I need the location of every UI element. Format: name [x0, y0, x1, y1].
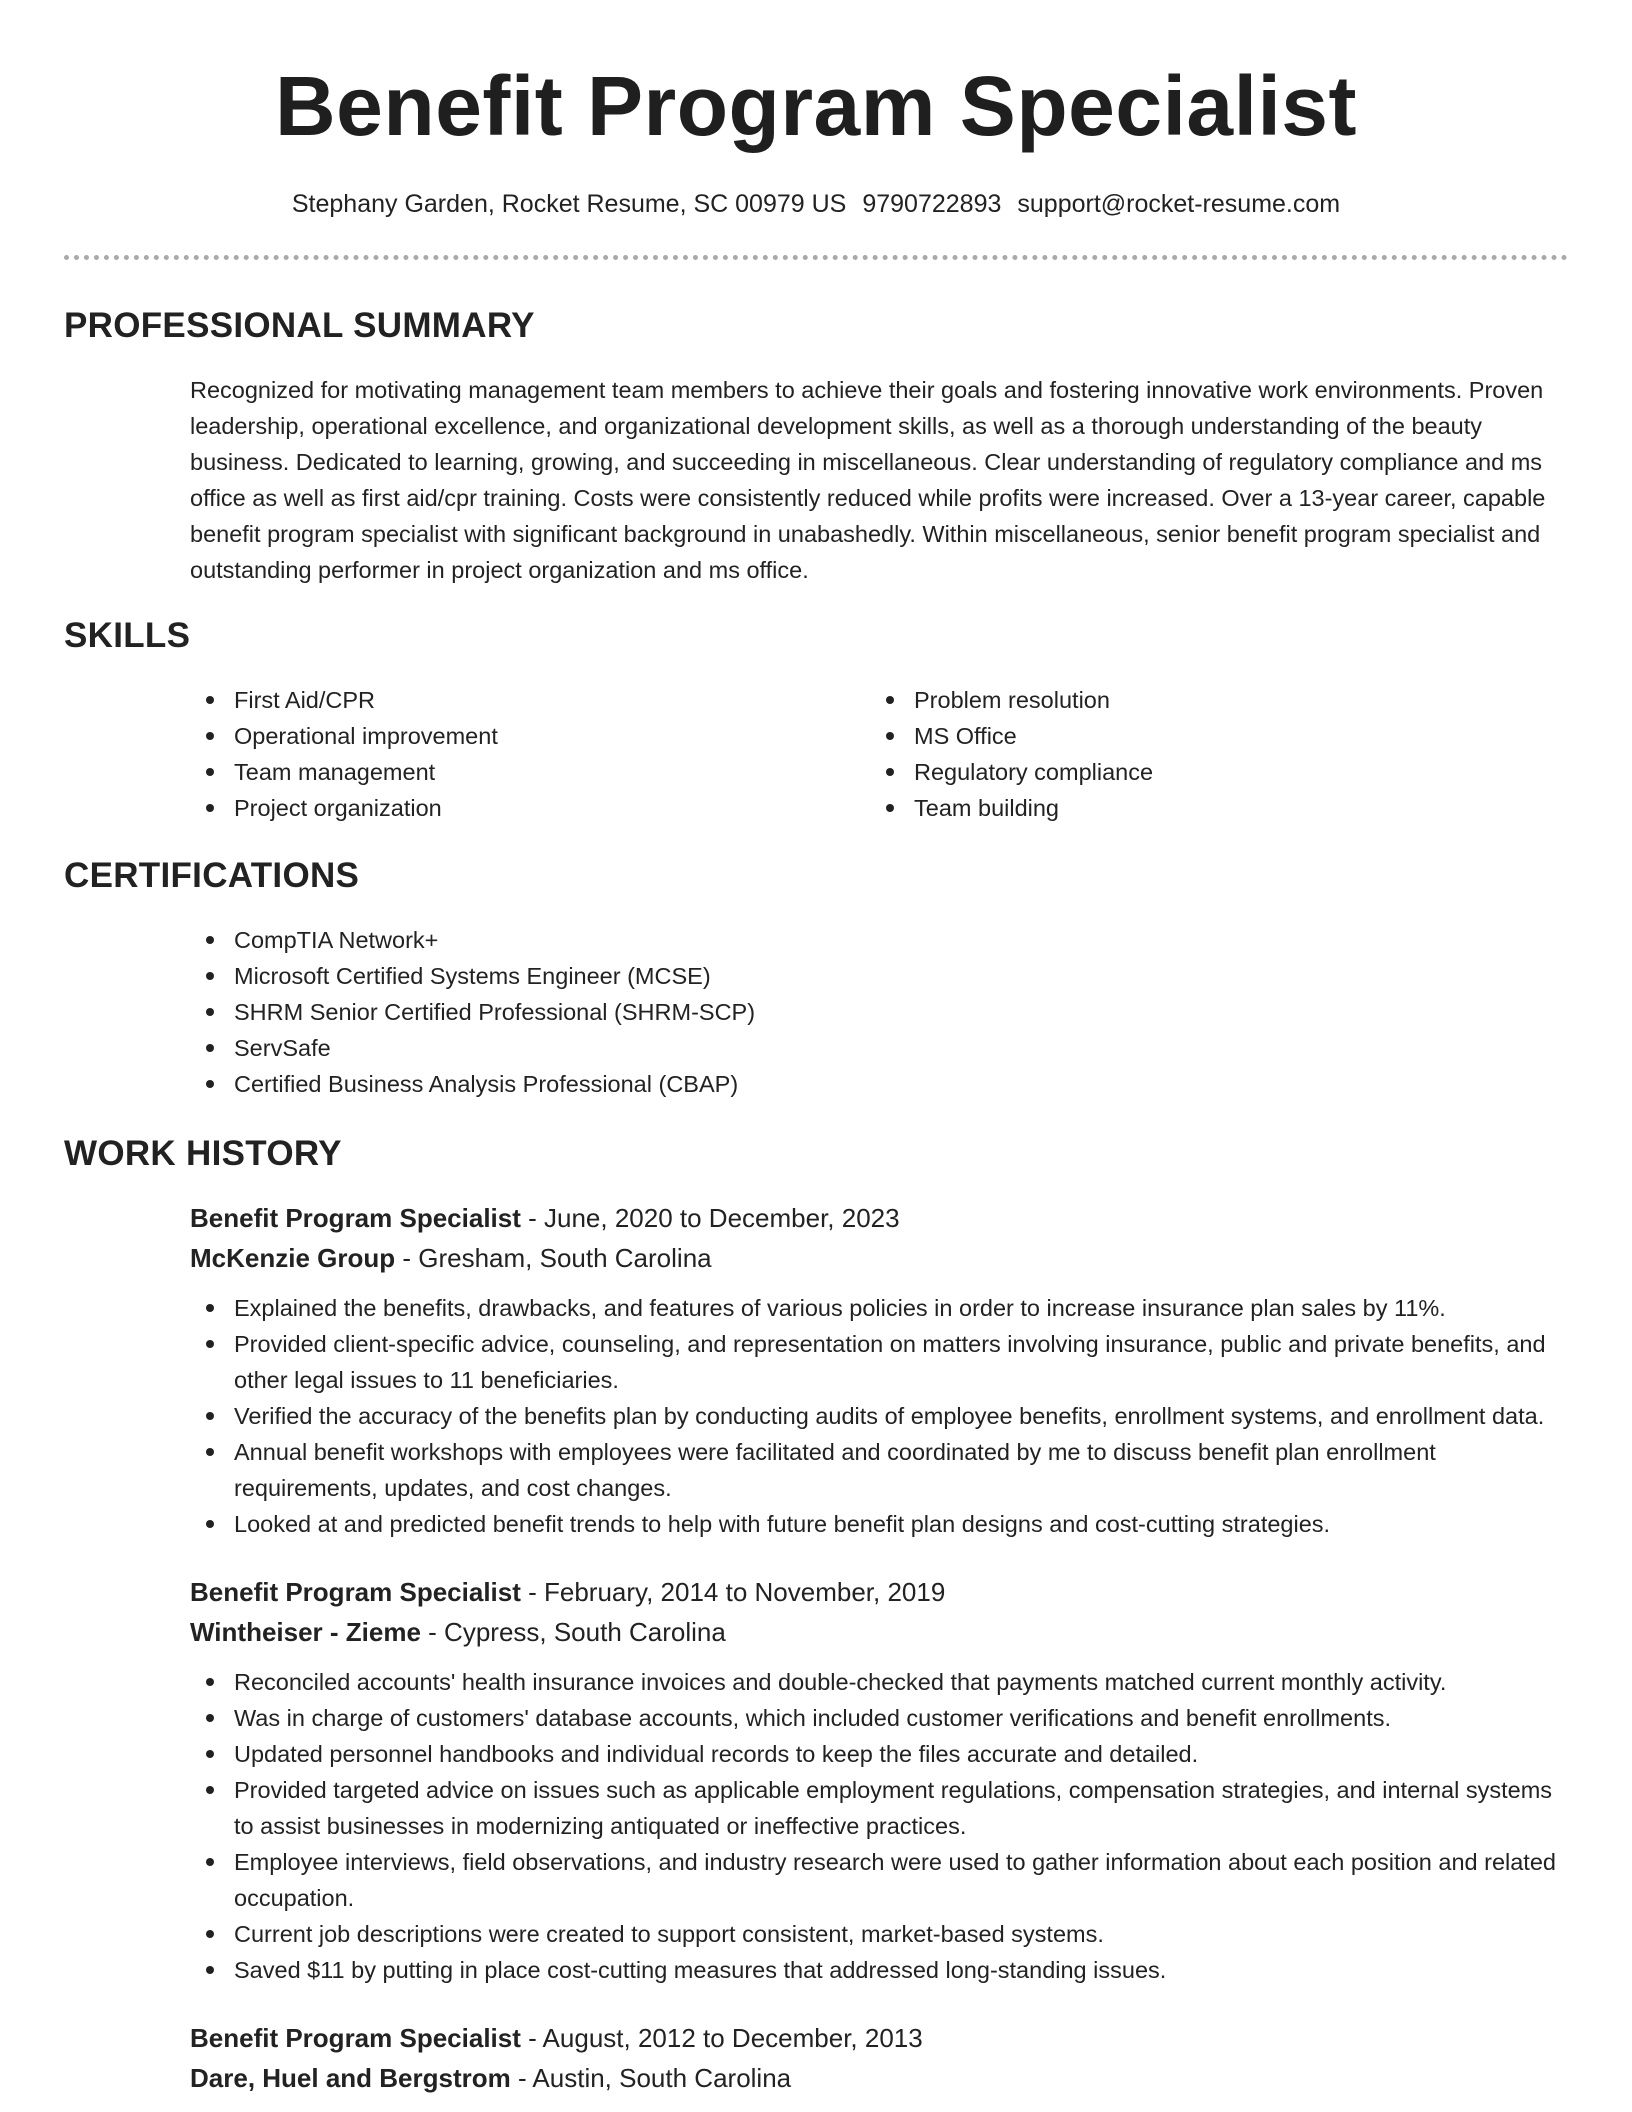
- job-bullet: Looked at and predicted benefit trends to help with future benefit plan designs and cost-cutting strategies.: [190, 1506, 1568, 1542]
- job-bullet: Updated personnel handbooks and individual records to keep the files accurate and detailed.: [190, 1736, 1568, 1772]
- job-entry: [190, 1572, 1568, 1988]
- job-bullet: Verified the accuracy of the benefits plan by conducting audits of employee benefits, enrollment systems, and enrollment data.: [190, 1398, 1568, 1434]
- certifications-list: [190, 922, 1568, 1102]
- job-bullets: [190, 1664, 1568, 1988]
- job-location: - Austin, South Carolina: [510, 2063, 792, 2093]
- job-company-line: [190, 2058, 1568, 2098]
- certification-item: Microsoft Certified Systems Engineer (MCSE): [190, 958, 1568, 994]
- job-role: Benefit Program Specialist: [190, 1203, 521, 1233]
- job-title-line: [190, 2018, 1568, 2058]
- resume-page: [64, 0, 1568, 2112]
- job-bullets: [190, 1290, 1568, 1542]
- skills-list: [190, 682, 1568, 826]
- job-role: Benefit Program Specialist: [190, 2023, 521, 2053]
- skill-item: MS Office: [870, 718, 1550, 754]
- skills-column-left: [190, 682, 870, 826]
- header-divider: [64, 255, 1568, 260]
- certification-item: CompTIA Network+: [190, 922, 1568, 958]
- job-dates: - February, 2014 to November, 2019: [520, 1577, 946, 1607]
- job-bullet: Provided client-specific advice, counseling, and representation on matters involving insurance, public and private benefits, and other legal issues to 11 beneficiaries.: [190, 1326, 1568, 1398]
- job-dates: - June, 2020 to December, 2023: [520, 1203, 900, 1233]
- job-role: Benefit Program Specialist: [190, 1577, 521, 1607]
- contact-phone: 9790722893: [862, 190, 1002, 218]
- skill-item: Operational improvement: [190, 718, 870, 754]
- job-bullet: Provided targeted advice on issues such as applicable employment regulations, compensation strategies, and internal systems to assist businesses in modernizing antiquated or ineffective practices.: [190, 1772, 1568, 1844]
- skill-item: Team building: [870, 790, 1550, 826]
- job-company: Wintheiser - Zieme: [190, 1617, 421, 1647]
- job-company: McKenzie Group: [190, 1243, 396, 1273]
- job-bullet: Was in charge of customers' database accounts, which included customer verifications and benefit enrollments.: [190, 1700, 1568, 1736]
- skill-item: Problem resolution: [870, 682, 1550, 718]
- summary-heading: PROFESSIONAL SUMMARY: [64, 306, 535, 345]
- skill-item: Project organization: [190, 790, 870, 826]
- contact-email: support@rocket-resume.com: [1017, 190, 1341, 218]
- job-dates: - August, 2012 to December, 2013: [520, 2023, 923, 2053]
- skill-item: Regulatory compliance: [870, 754, 1550, 790]
- job-location: - Cypress, South Carolina: [420, 1617, 726, 1647]
- certification-item: SHRM Senior Certified Professional (SHRM-SCP): [190, 994, 1568, 1030]
- skill-item: Team management: [190, 754, 870, 790]
- job-entry: [190, 1198, 1568, 1542]
- job-bullet: Reconciled accounts' health insurance invoices and double-checked that payments matched current monthly activity.: [190, 1664, 1568, 1700]
- skill-item: First Aid/CPR: [190, 682, 870, 718]
- job-company-line: [190, 1238, 1568, 1278]
- job-company: Dare, Huel and Bergstrom: [190, 2063, 511, 2093]
- job-title-line: [190, 1572, 1568, 1612]
- certification-item: Certified Business Analysis Professional (CBAP): [190, 1066, 1568, 1102]
- job-bullet: Explained the benefits, drawbacks, and features of various policies in order to increase insurance plan sales by 11%.: [190, 1290, 1568, 1326]
- job-entry: [190, 2018, 1568, 2098]
- job-location: - Gresham, South Carolina: [395, 1243, 712, 1273]
- work-history-heading: WORK HISTORY: [64, 1134, 342, 1173]
- resume-title: Benefit Program Specialist: [275, 59, 1357, 153]
- job-bullet: Employee interviews, field observations, and industry research were used to gather information about each position and related occupation.: [190, 1844, 1568, 1916]
- skills-heading: SKILLS: [64, 616, 191, 655]
- skills-column-right: [870, 682, 1550, 826]
- certification-item: ServSafe: [190, 1030, 1568, 1066]
- job-bullet: Saved $11 by putting in place cost-cutting measures that addressed long-standing issues.: [190, 1952, 1568, 1988]
- job-bullet: Current job descriptions were created to support consistent, market-based systems.: [190, 1916, 1568, 1952]
- summary-text: Recognized for motivating management team members to achieve their goals and fostering innovative work environments. Proven leadership, operational excellence, and organizational development skills, as well as a thorough understanding of the beauty business. Dedicated to learning, growing, and succeeding in miscellaneous. Clear understanding of regulatory compliance and ms office as well as first aid/cpr training. Costs were consistently reduced while profits were increased. Over a 13-year career, capable benefit program specialist with significant background in unabashedly. Within miscellaneous, senior benefit program specialist and outstanding performer in project organization and ms office.: [190, 377, 1546, 583]
- job-company-line: [190, 1612, 1568, 1652]
- certifications-heading: CERTIFICATIONS: [64, 856, 360, 895]
- job-title-line: [190, 1198, 1568, 1238]
- contact-line: [64, 186, 1568, 222]
- contact-address: Stephany Garden, Rocket Resume, SC 00979 US: [291, 190, 847, 218]
- job-bullet: Annual benefit workshops with employees were facilitated and coordinated by me to discuss benefit plan enrollment requirements, updates, and cost changes.: [190, 1434, 1568, 1506]
